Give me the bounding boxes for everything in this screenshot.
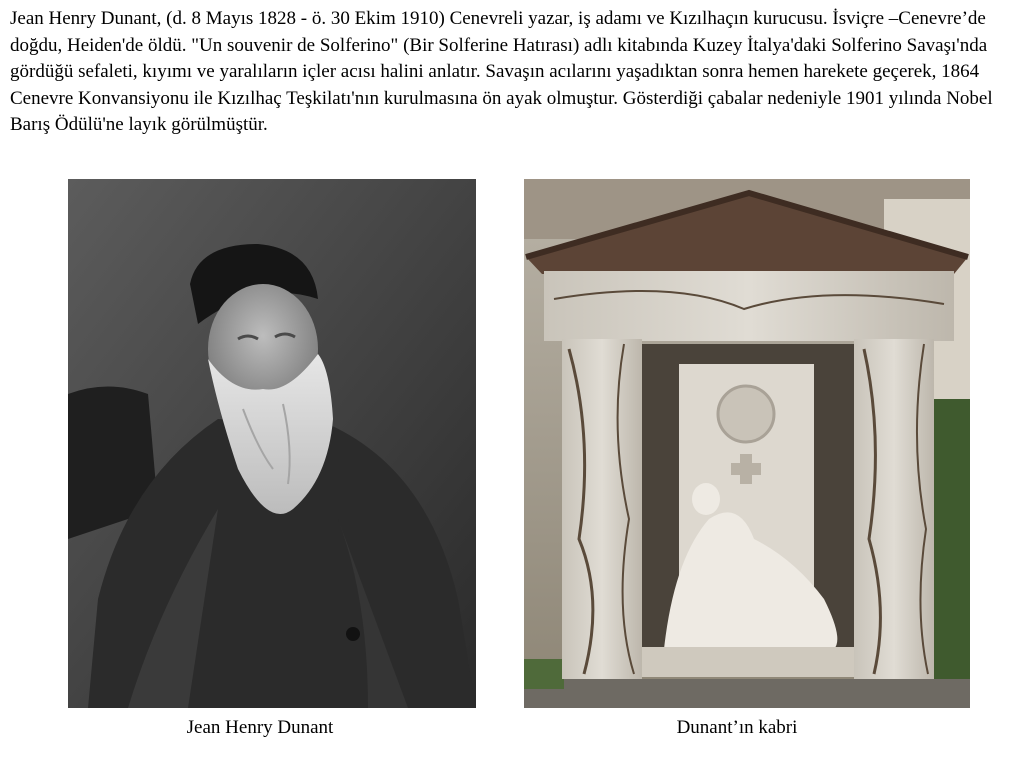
dunant-portrait-photo — [68, 179, 476, 708]
biography-paragraph: Jean Henry Dunant, (d. 8 Mayıs 1828 - ö. 30 Ekim 1910) Cenevreli yazar, iş adamı ve Kızılhaçın kurucusu. İsviçre –Cenevre’de doğdu, Heiden'de öldü. "Un souvenir de Solferino" (Bir Solferine Hatırası) adlı kitabında Kuzey İtalya'daki Solferino Savaşı'nda gördüğü sefaleti, kıyımı ve yaralıların içler acısı halini anlatır. Savaşın acılarını yaşadıktan sonra hemen harekete geçerek, 1864 Cenevre Konvansiyonu ile Kızılhaç Teşkilatı'nın kurulmasına ön ayak olmuştur. Gösterdiği çabalar nedeniyle 1901 yılında Nobel Barış Ödülü'ne layık görülmüştür. — [10, 8, 993, 135]
tomb-caption: Dunant’ın kabri — [676, 717, 798, 738]
portrait-caption: Jean Henry Dunant — [186, 717, 334, 738]
dunant-tomb-photo — [524, 179, 970, 708]
